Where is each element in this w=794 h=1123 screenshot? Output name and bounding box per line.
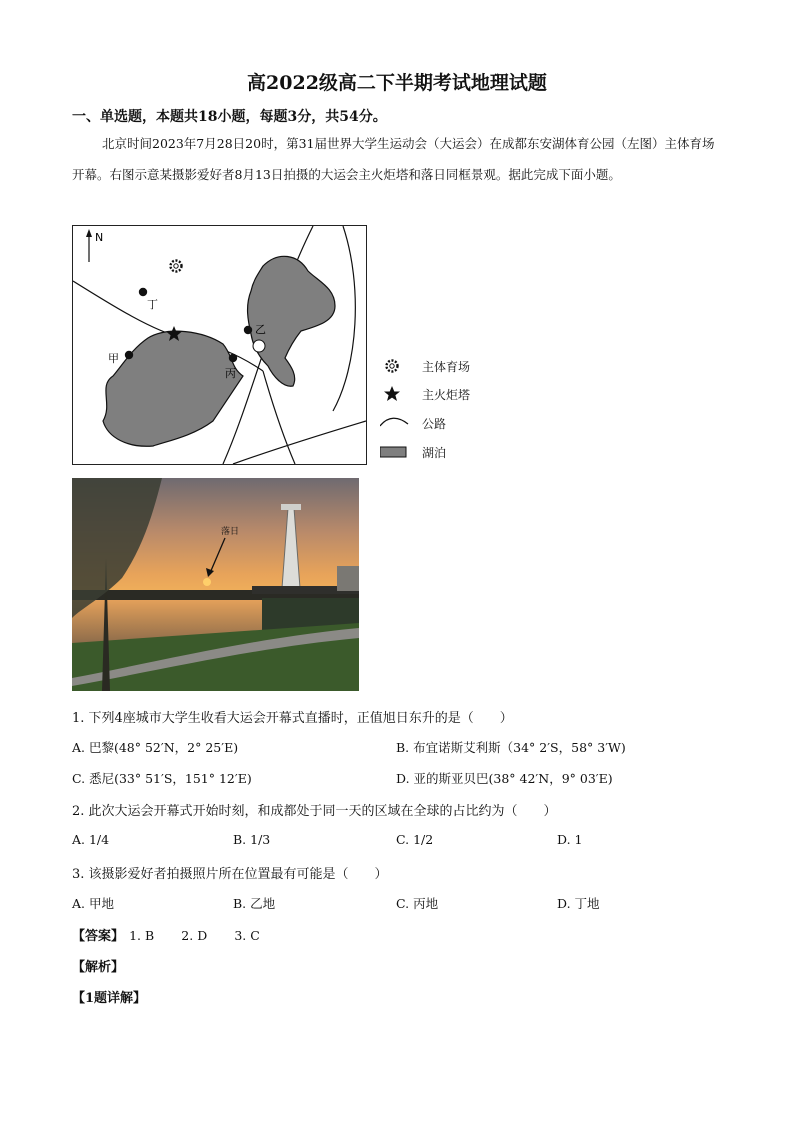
question-1-option-d: D. 亚的斯亚贝巴(38° 42′N，9° 03′E) bbox=[396, 771, 613, 786]
answer-value: 2. D bbox=[181, 928, 208, 943]
road-icon bbox=[380, 418, 408, 426]
label-ding: 丁 bbox=[147, 298, 158, 311]
photo-annotation: 落日 bbox=[221, 527, 240, 537]
photo-drawing bbox=[72, 478, 359, 691]
legend-label: 公路 bbox=[422, 417, 447, 431]
legend-label: 主体育场 bbox=[422, 360, 471, 374]
question-2-stem: 2. 此次大运会开幕式开始时刻，和成都处于同一天的区域在全球的占比约为（ ） bbox=[72, 804, 557, 819]
answer-value: 1. B bbox=[129, 928, 155, 943]
analysis-label: 【解析】 bbox=[72, 960, 125, 975]
point-jia bbox=[125, 351, 133, 359]
point-ding bbox=[139, 288, 147, 296]
question-3-option-c: C. 丙地 bbox=[396, 896, 439, 911]
lake-icon bbox=[380, 447, 406, 457]
north-arrow-head bbox=[86, 229, 92, 237]
stadium-icon bbox=[171, 261, 182, 272]
road-line bbox=[233, 421, 366, 464]
answer-block bbox=[72, 925, 260, 944]
label-bing: 丙 bbox=[225, 367, 236, 380]
star-icon bbox=[384, 386, 400, 401]
map-drawing bbox=[73, 226, 366, 464]
island bbox=[253, 340, 265, 352]
legend-label: 湖泊 bbox=[422, 446, 447, 460]
lake-shape bbox=[248, 256, 335, 386]
question-3-option-a: A. 甲地 bbox=[72, 896, 114, 911]
question-3-stem: 3. 该摄影爱好者拍摄照片所在位置最有可能是（ ） bbox=[72, 867, 388, 882]
point-bing bbox=[229, 354, 237, 362]
legend-label: 主火炬塔 bbox=[422, 388, 471, 402]
answer-label: 【答案】 bbox=[72, 929, 125, 944]
question-2-option-d: D. 1 bbox=[557, 832, 583, 847]
question-1-option-b: B. 布宜诺斯艾利斯（34° 2′S，58° 3′W) bbox=[396, 740, 626, 755]
question-2-option-c: C. 1/2 bbox=[396, 832, 434, 847]
detail-label: 【1题详解】 bbox=[72, 991, 147, 1006]
intro-paragraph: 北京时间2023年7月28日20时，第31届世界大学生运动会（大运会）在成都东安湖体育公园（左图）主体育场开幕。右图示意某摄影爱好者8月13日拍摄的大运会主火炬塔和落日同框景观。据此完成下面小题。 bbox=[72, 136, 715, 182]
question-3-option-b: B. 乙地 bbox=[233, 896, 276, 911]
map-figure bbox=[72, 225, 367, 465]
point-yi bbox=[244, 326, 252, 334]
question-3-option-d: D. 丁地 bbox=[557, 896, 600, 911]
section-heading: 一、单选题，本题共18小题，每题3分，共54分。 bbox=[72, 109, 387, 125]
legend-symbols bbox=[380, 354, 410, 464]
label-jia: 甲 bbox=[108, 352, 119, 365]
question-2-option-b: B. 1/3 bbox=[233, 832, 271, 847]
stadium-icon bbox=[387, 361, 398, 372]
north-label: N bbox=[95, 231, 104, 244]
question-2-option-a: A. 1/4 bbox=[72, 832, 110, 847]
lake-shape bbox=[103, 331, 243, 446]
answer-value: 3. C bbox=[234, 928, 260, 943]
page-title: 高2022级高二下半期考试地理试题 bbox=[247, 72, 547, 94]
map-legend bbox=[380, 354, 500, 464]
question-1-stem: 1. 下列4座城市大学生收看大运会开幕式直播时，正值旭日东升的是（ ） bbox=[72, 711, 513, 726]
road-line bbox=[333, 226, 355, 411]
question-1-option-a: A. 巴黎(48° 52′N，2° 25′E) bbox=[72, 740, 239, 755]
road-line bbox=[73, 281, 183, 338]
label-yi: 乙 bbox=[255, 323, 266, 336]
question-1-option-c: C. 悉尼(33° 51′S，151° 12′E) bbox=[72, 771, 252, 786]
sunset-photo bbox=[72, 478, 359, 691]
